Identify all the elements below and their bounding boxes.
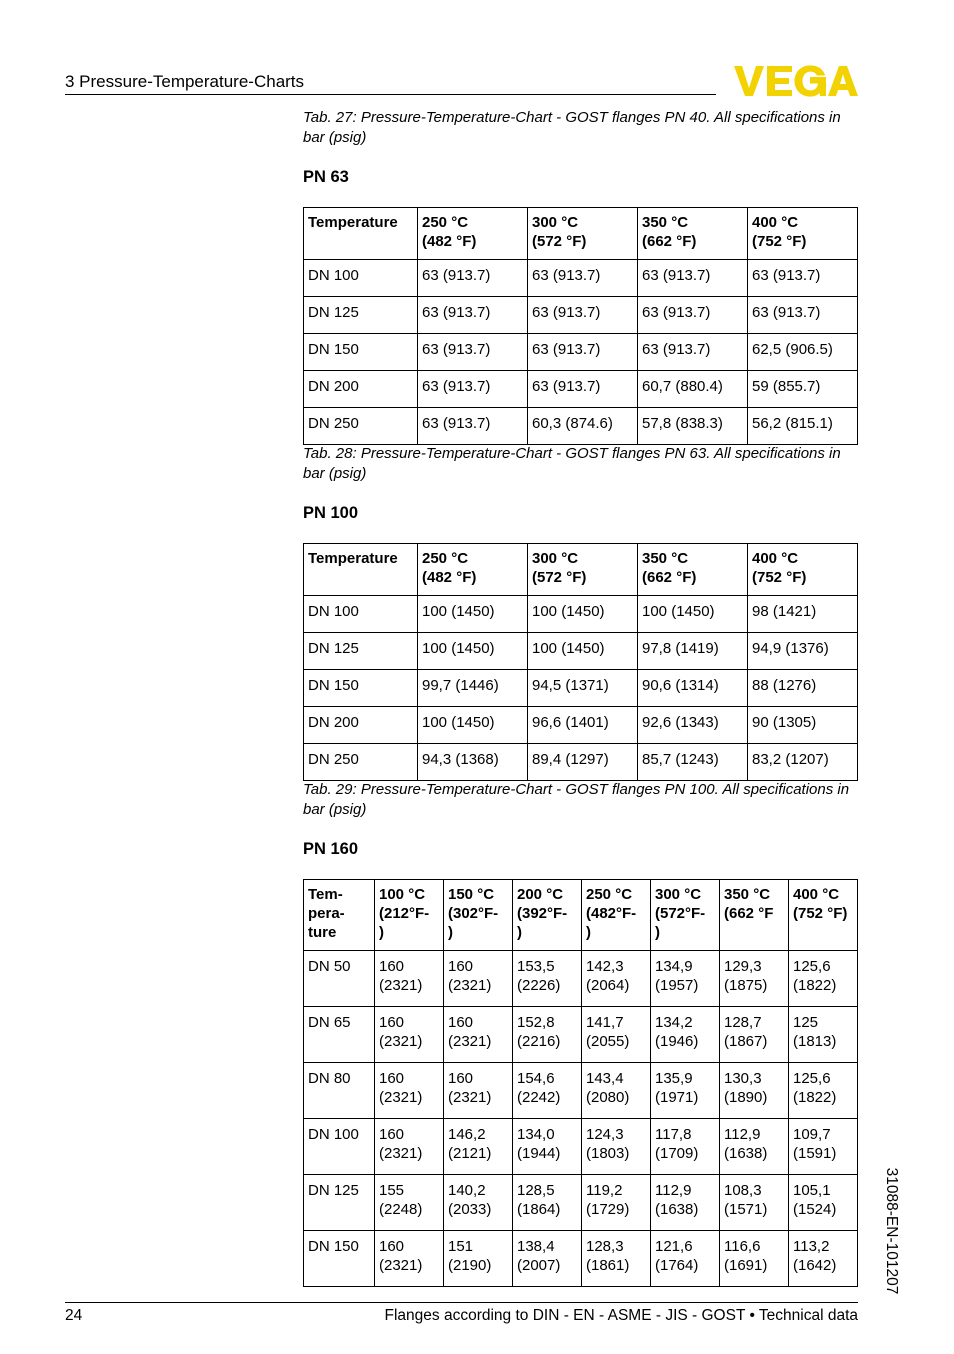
table-cell: 85,7 (1243): [638, 744, 748, 781]
table-cell: 60,7 (880.4): [638, 371, 748, 408]
table-cell: 134,2 (1946): [651, 1007, 720, 1063]
table-row: [304, 1063, 858, 1119]
table-cell: 60,3 (874.6): [528, 408, 638, 445]
table-cell: 63 (913.7): [418, 371, 528, 408]
header-cell: 250 °C (482 °F): [418, 208, 528, 260]
table-cell: DN 100: [304, 260, 418, 297]
table-cell: DN 125: [304, 1175, 375, 1231]
header-cell: Temperature: [304, 544, 418, 596]
table-cell: DN 250: [304, 744, 418, 781]
table-cell: 125,6 (1822): [789, 1063, 858, 1119]
table-cell: 129,3 (1875): [720, 951, 789, 1007]
header-cell: 200 °C (392°F- ): [513, 880, 582, 951]
document-code-vertical: [878, 1156, 898, 1306]
table-cell: 89,4 (1297): [528, 744, 638, 781]
header-cell: 250 °C (482 °F): [418, 544, 528, 596]
table-row: [304, 334, 858, 371]
table-cell: 92,6 (1343): [638, 707, 748, 744]
pn100-table: [303, 543, 858, 781]
table-27-caption: Tab. 27: Pressure-Temperature-Chart - GOST flanges PN 40. All specifications in bar (psig): [303, 109, 841, 146]
table-cell: 121,6 (1764): [651, 1231, 720, 1287]
footer-divider: [65, 1302, 858, 1303]
table-row: [304, 1175, 858, 1231]
table-cell: 155 (2248): [375, 1175, 444, 1231]
header-cell: 400 °C (752 °F): [748, 544, 858, 596]
header-cell: 350 °C (662 °F: [720, 880, 789, 951]
table-cell: DN 100: [304, 596, 418, 633]
table-cell: 108,3 (1571): [720, 1175, 789, 1231]
table-cell: DN 150: [304, 1231, 375, 1287]
table-header-row: [304, 880, 858, 951]
table-cell: 63 (913.7): [418, 334, 528, 371]
table-cell: 130,3 (1890): [720, 1063, 789, 1119]
table-cell: DN 100: [304, 1119, 375, 1175]
header-cell: 350 °C (662 °F): [638, 544, 748, 596]
table-cell: 160 (2321): [444, 1007, 513, 1063]
header-cell: Tem- pera- ture: [304, 880, 375, 951]
table-cell: 113,2 (1642): [789, 1231, 858, 1287]
table-cell: 98 (1421): [748, 596, 858, 633]
table-cell: 63 (913.7): [528, 371, 638, 408]
table-cell: 116,6 (1691): [720, 1231, 789, 1287]
table-cell: DN 50: [304, 951, 375, 1007]
table-cell: 124,3 (1803): [582, 1119, 651, 1175]
header-cell: 150 °C (302°F- ): [444, 880, 513, 951]
table-cell: 63 (913.7): [418, 408, 528, 445]
table-header-row: [304, 208, 858, 260]
table-cell: DN 150: [304, 334, 418, 371]
table-cell: 63 (913.7): [638, 260, 748, 297]
table-cell: 63 (913.7): [638, 334, 748, 371]
table-cell: 63 (913.7): [748, 260, 858, 297]
table-cell: 100 (1450): [638, 596, 748, 633]
table-cell: DN 125: [304, 297, 418, 334]
table-row: [304, 1231, 858, 1287]
table-cell: 96,6 (1401): [528, 707, 638, 744]
table-cell: 152,8 (2216): [513, 1007, 582, 1063]
table-cell: 141,7 (2055): [582, 1007, 651, 1063]
header-cell: 300 °C (572 °F): [528, 208, 638, 260]
table-29-caption: Tab. 29: Pressure-Temperature-Chart - GOST flanges PN 100. All specifications in bar (psig): [303, 781, 850, 818]
pn160-table: [303, 879, 858, 1287]
table-cell: 109,7 (1591): [789, 1119, 858, 1175]
table-cell: 125 (1813): [789, 1007, 858, 1063]
table-cell: 57,8 (838.3): [638, 408, 748, 445]
table-cell: 119,2 (1729): [582, 1175, 651, 1231]
table-cell: 135,9 (1971): [651, 1063, 720, 1119]
table-cell: 146,2 (2121): [444, 1119, 513, 1175]
table-row: [304, 633, 858, 670]
table-cell: 160 (2321): [375, 951, 444, 1007]
table-cell: 134,9 (1957): [651, 951, 720, 1007]
table-row: [304, 744, 858, 781]
table-cell: 63 (913.7): [528, 297, 638, 334]
header-cell: 400 °C (752 °F): [748, 208, 858, 260]
table-cell: 153,5 (2226): [513, 951, 582, 1007]
table-cell: 56,2 (815.1): [748, 408, 858, 445]
header-cell: 350 °C (662 °F): [638, 208, 748, 260]
header-cell: 100 °C (212°F- ): [375, 880, 444, 951]
table-cell: 154,6 (2242): [513, 1063, 582, 1119]
table-cell: 160 (2321): [375, 1231, 444, 1287]
table-cell: 63 (913.7): [748, 297, 858, 334]
table-cell: 63 (913.7): [528, 334, 638, 371]
table-cell: 160 (2321): [375, 1119, 444, 1175]
table-cell: 99,7 (1446): [418, 670, 528, 707]
vega-logo-icon: [734, 64, 858, 98]
table-cell: 112,9 (1638): [651, 1175, 720, 1231]
table-cell: 143,4 (2080): [582, 1063, 651, 1119]
table-cell: DN 200: [304, 371, 418, 408]
table-cell: 100 (1450): [418, 707, 528, 744]
table-row: [304, 670, 858, 707]
table-cell: DN 65: [304, 1007, 375, 1063]
table-cell: 112,9 (1638): [720, 1119, 789, 1175]
table-cell: DN 80: [304, 1063, 375, 1119]
header-divider: [65, 94, 716, 95]
header-cell: 300 °C (572°F- ): [651, 880, 720, 951]
header-cell: 300 °C (572 °F): [528, 544, 638, 596]
footer-title: Flanges according to DIN - EN - ASME - JIS - GOST • Technical data: [384, 1307, 858, 1324]
table-row: [304, 371, 858, 408]
table-cell: 94,3 (1368): [418, 744, 528, 781]
table-cell: 160 (2321): [444, 951, 513, 1007]
table-cell: 100 (1450): [418, 633, 528, 670]
table-cell: 63 (913.7): [418, 297, 528, 334]
table-cell: 142,3 (2064): [582, 951, 651, 1007]
table-cell: 88 (1276): [748, 670, 858, 707]
table-row: [304, 408, 858, 445]
table-cell: 100 (1450): [528, 596, 638, 633]
header-cell: 400 °C (752 °F): [789, 880, 858, 951]
table-cell: 59 (855.7): [748, 371, 858, 408]
table-cell: 100 (1450): [528, 633, 638, 670]
table-cell: 90 (1305): [748, 707, 858, 744]
header-cell: 250 °C (482°F- ): [582, 880, 651, 951]
table-cell: 160 (2321): [444, 1063, 513, 1119]
table-cell: 90,6 (1314): [638, 670, 748, 707]
table-cell: 63 (913.7): [528, 260, 638, 297]
table-cell: 105,1 (1524): [789, 1175, 858, 1231]
table-row: [304, 1007, 858, 1063]
table-cell: 97,8 (1419): [638, 633, 748, 670]
table-cell: DN 125: [304, 633, 418, 670]
table-cell: 138,4 (2007): [513, 1231, 582, 1287]
table-cell: 63 (913.7): [418, 260, 528, 297]
table-header-row: [304, 544, 858, 596]
table-row: [304, 707, 858, 744]
table-cell: 128,7 (1867): [720, 1007, 789, 1063]
table-cell: 94,5 (1371): [528, 670, 638, 707]
table-cell: 117,8 (1709): [651, 1119, 720, 1175]
header-cell: Temperature: [304, 208, 418, 260]
vega-logo: [734, 64, 858, 103]
table-cell: 160 (2321): [375, 1063, 444, 1119]
table-cell: DN 250: [304, 408, 418, 445]
table-cell: 63 (913.7): [638, 297, 748, 334]
table-row: [304, 297, 858, 334]
pn63-heading: PN 63: [303, 168, 349, 186]
document-code: 31088-EN-101207: [883, 1167, 900, 1295]
table-row: [304, 260, 858, 297]
table-cell: 134,0 (1944): [513, 1119, 582, 1175]
table-row: [304, 951, 858, 1007]
pn160-heading: PN 160: [303, 840, 359, 858]
table-cell: 94,9 (1376): [748, 633, 858, 670]
table-28-caption: Tab. 28: Pressure-Temperature-Chart - GOST flanges PN 63. All specifications in bar (psig): [303, 445, 841, 482]
table-cell: 100 (1450): [418, 596, 528, 633]
table-cell: 128,5 (1864): [513, 1175, 582, 1231]
table-cell: 140,2 (2033): [444, 1175, 513, 1231]
table-cell: 62,5 (906.5): [748, 334, 858, 371]
table-row: [304, 1119, 858, 1175]
table-cell: DN 150: [304, 670, 418, 707]
table-row: [304, 596, 858, 633]
table-cell: 128,3 (1861): [582, 1231, 651, 1287]
pn63-table: [303, 207, 858, 445]
table-cell: 125,6 (1822): [789, 951, 858, 1007]
page-number: 24: [65, 1307, 83, 1324]
section-heading: 3 Pressure-Temperature-Charts: [65, 72, 305, 91]
pn100-heading: PN 100: [303, 504, 359, 522]
table-cell: 151 (2190): [444, 1231, 513, 1287]
table-cell: 83,2 (1207): [748, 744, 858, 781]
table-cell: DN 200: [304, 707, 418, 744]
table-cell: 160 (2321): [375, 1007, 444, 1063]
